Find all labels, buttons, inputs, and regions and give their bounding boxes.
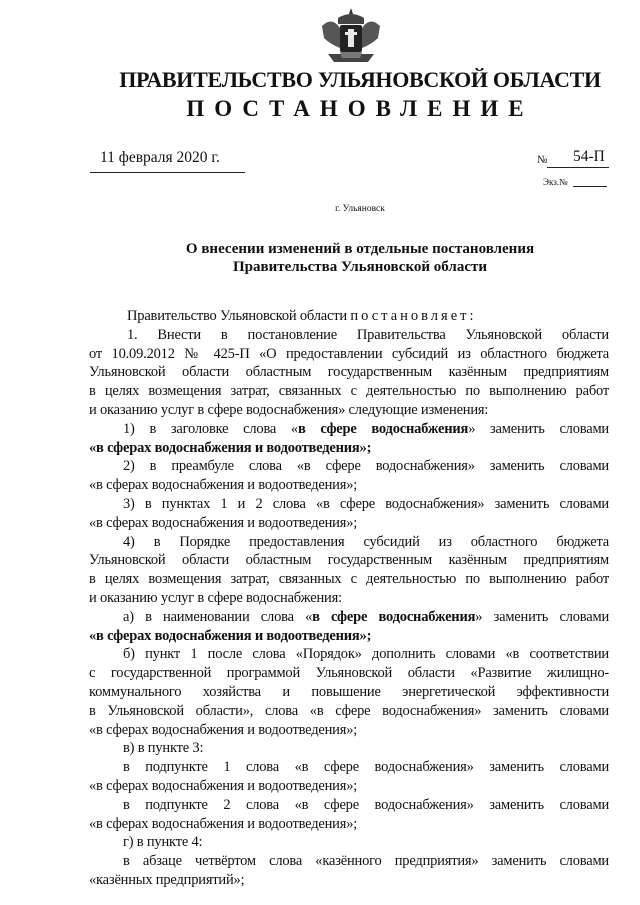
body-line: и оказанию услуг в сфере водоснабжения: [89, 589, 342, 606]
body-line: в подпункте 2 слова «в сфере водоснабжения» заменить словами [123, 796, 609, 813]
body-line: с государственной программой Ульяновской области «Развитие жилищно- [89, 665, 609, 682]
intro-verb: постановляет [350, 308, 470, 324]
body-line: «казённых предприятий»; [89, 871, 245, 888]
body-line: в целях возмещения затрат, связанных с деятельностью по выполнению работ [89, 383, 609, 400]
body-line: «в сферах водоснабжения и водоотведения»; [89, 777, 358, 794]
text-part: 1) в заголовке слова « [123, 420, 298, 437]
body-line: Ульяновской области областным государственным казённым предприятиям [89, 364, 609, 381]
intro-text: Правительство Ульяновской области [127, 308, 351, 324]
document-number: 54-П [573, 148, 605, 165]
text-part: » заменить словами [475, 608, 609, 625]
body-line [89, 627, 609, 646]
body-line: б) пункт 1 после слова «Порядок» дополнить словами «в соответствии [123, 646, 609, 663]
body-line: 4) в Порядке предоставления субсидий из областного бюджета [123, 533, 609, 550]
body-line: в подпункте 1 слова «в сфере водоснабжения» заменить словами [123, 759, 609, 776]
coat-of-arms-icon [318, 4, 384, 66]
intro-line [89, 307, 609, 326]
document-subject [80, 240, 640, 276]
city: г. Ульяновск [335, 204, 385, 214]
body-line: в) в пункте 3: [123, 740, 204, 757]
body-line: г) в пункте 4: [123, 834, 203, 851]
document-type: ПОСТАНОВЛЕНИЕ [186, 96, 534, 121]
bold-text: в сфере водоснабжения [312, 608, 476, 625]
number-underline [547, 167, 609, 168]
subject-line-1: О внесении изменений в отдельные постановления [185, 241, 535, 257]
date-underline [90, 172, 245, 173]
body-line: «в сферах водоснабжения и водоотведения»; [89, 514, 358, 531]
bold-text: «в сферах водоснабжения и водоотведения»; [89, 439, 372, 456]
text-part: » заменить словами [468, 420, 609, 437]
body-line: в абзаце четвёртом слова «казённого предприятия» заменить словами [123, 853, 609, 870]
document-body [89, 307, 609, 890]
document-date: 11 февраля 2020 г. [100, 149, 220, 166]
body-line: в Ульяновской области», слова «в сфере водоснабжения» заменить словами [89, 702, 609, 719]
body-line: «в сферах водоснабжения и водоотведения»; [89, 477, 358, 494]
body-line [89, 608, 609, 627]
body-line: 3) в пунктах 1 и 2 слова «в сфере водоснабжения» заменить словами [123, 495, 609, 512]
copy-number-label: Экз.№ [543, 177, 568, 187]
body-line: Ульяновской области областным государственным казённым предприятиям [89, 552, 609, 569]
body-line: «в сферах водоснабжения и водоотведения»; [89, 815, 358, 832]
government-title: ПРАВИТЕЛЬСТВО УЛЬЯНОВСКОЙ ОБЛАСТИ [119, 67, 601, 92]
body-line: коммунального хозяйства и повышение энергетической эффективности [89, 683, 609, 700]
body-line: 2) в преамбуле слова «в сфере водоснабжения» заменить словами [123, 458, 609, 475]
number-label: № [537, 154, 548, 166]
bold-text: «в сферах водоснабжения и водоотведения»; [89, 627, 372, 644]
body-line: 1. Внести в постановление Правительства Ульяновской области [127, 326, 609, 343]
bold-text: в сфере водоснабжения [297, 420, 469, 437]
body-line [89, 420, 609, 439]
body-line: «в сферах водоснабжения и водоотведения»; [89, 721, 358, 738]
body-line [89, 439, 609, 458]
body-line: от 10.09.2012 № 425-П «О предоставлении субсидий из областного бюджета [89, 345, 609, 362]
text-part: а) в наименовании слова « [123, 608, 313, 625]
intro-colon: : [469, 308, 474, 324]
body-line: в целях возмещения затрат, связанных с деятельностью по выполнению работ [89, 571, 609, 588]
body-line: и оказанию услуг в сфере водоснабжения» следующие изменения: [89, 401, 489, 418]
subject-line-2: Правительства Ульяновской области [232, 259, 488, 275]
copy-number-underline [573, 186, 607, 187]
